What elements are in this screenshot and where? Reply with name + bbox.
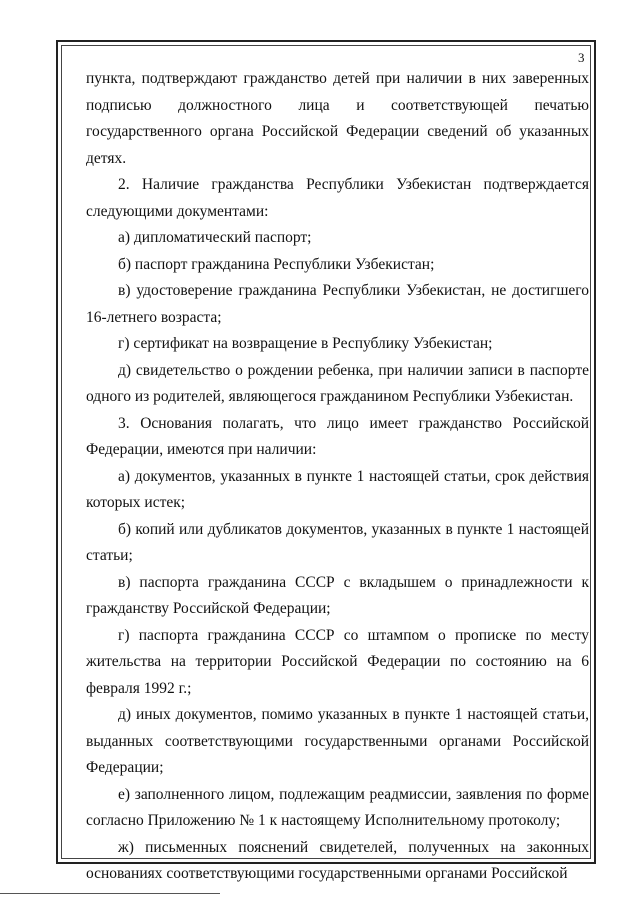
list-item-3g: ж) письменных пояснений свидетелей, полученных на законных основаниях соответствующими государственными органами Российской xyxy=(86,838,589,882)
list-item-3a: а) документов, указанных в пункте 1 настоящей статьи, срок действия которых истек; xyxy=(86,467,589,511)
page-number: 3 xyxy=(578,50,585,65)
list-item-2d: г) сертификат на возвращение в Республику Узбекистан; xyxy=(118,335,493,352)
bottom-rule xyxy=(0,893,220,894)
list-item-2a: а) дипломатический паспорт; xyxy=(118,229,312,246)
list-item-3b: б) копий или дубликатов документов, указанных в пункте 1 настоящей статьи; xyxy=(86,520,589,564)
list-item-2e: д) свидетельство о рождении ребенка, при наличии записи в паспорте одного из родителей, являющегося гражданином Республики Узбекистан. xyxy=(86,361,589,405)
list-item-2b: б) паспорт гражданина Республики Узбекистан; xyxy=(118,255,435,273)
list-item-3e: д) иных документов, помимо указанных в пункте 1 настоящей статьи, выданных соответствующими государственными органами Российской Федерации; xyxy=(86,706,589,776)
paragraph-continuation: пункта, подтверждают гражданство детей при наличии в них заверенных подписью должностного лица и соответствующей печатью государственного органа Российской Федерации сведений об указанных детях. xyxy=(86,70,589,167)
list-item-3d: г) паспорта гражданина СССР со штампом о прописке по месту жительства на территории Российской Федерации по состоянию на 6 февраля 1992 г.; xyxy=(86,626,589,697)
document-body xyxy=(86,66,589,888)
list-item-2c: в) удостоверение гражданина Республики Узбекистан, не достигшего 16-летнего возраста; xyxy=(86,282,589,326)
paragraph-item-2: 2. Наличие гражданства Республики Узбекистан подтверждается следующими документами: xyxy=(86,176,589,220)
paragraph-item-3: 3. Основания полагать, что лицо имеет гражданство Российской Федерации, имеются при наличии: xyxy=(86,414,589,458)
list-item-3f: е) заполненного лицом, подлежащим реадмиссии, заявления по форме согласно Приложению № 1 к настоящему Исполнительному протоколу; xyxy=(86,785,589,829)
list-item-3c: в) паспорта гражданина СССР с вкладышем о принадлежности к гражданству Российской Федерации; xyxy=(86,573,589,617)
